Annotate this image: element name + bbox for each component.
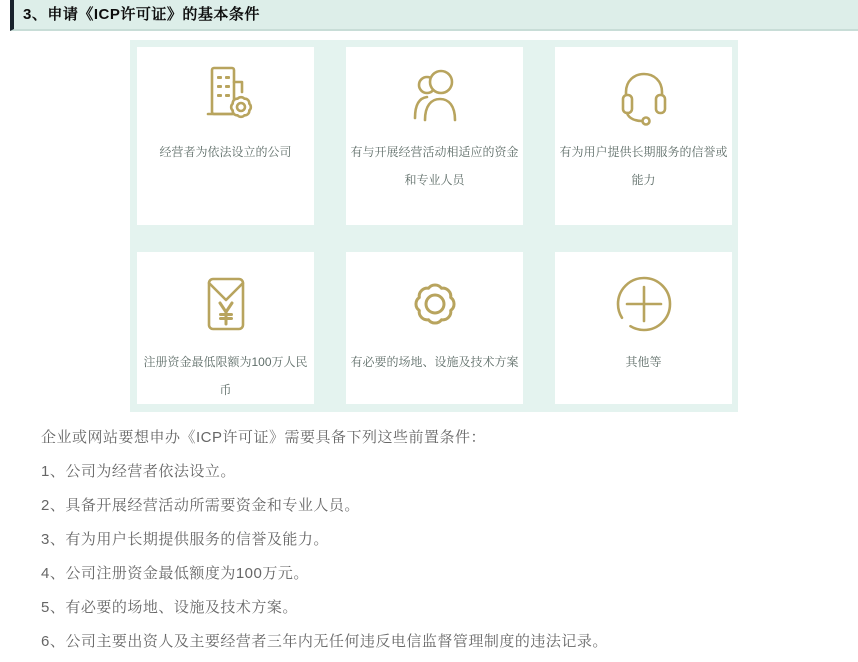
money-envelope-icon [194, 272, 258, 336]
condition-card-label: 其他等 [625, 355, 662, 369]
condition-card-label: 注册资金最低限额为100万人民币 [143, 355, 308, 397]
intro-paragraph: 企业或网站要想申办《ICP许可证》需要具备下列这些前置条件： [41, 429, 487, 446]
condition-card-capital [137, 252, 314, 404]
condition-item-3: 3、有为用户长期提供服务的信誉及能力。 [41, 531, 329, 548]
condition-card-label: 经营者为依法设立的公司 [159, 145, 292, 159]
condition-card-label: 有为用户提供长期服务的信誉或能力 [559, 145, 728, 187]
headset-icon [612, 62, 676, 126]
article-body [41, 427, 828, 662]
condition-item-5: 5、有必要的场地、设施及技术方案。 [41, 599, 298, 616]
people-icon [403, 62, 467, 126]
condition-item-2: 2、具备开展经营活动所需要资金和专业人员。 [41, 497, 360, 514]
gear-icon [403, 272, 467, 336]
condition-card-others [555, 252, 732, 404]
condition-card-label: 有必要的场地、设施及技术方案 [350, 355, 519, 369]
condition-card-funds-staff [346, 47, 523, 225]
condition-item-1: 1、公司为经营者依法设立。 [41, 463, 236, 480]
condition-item-4: 4、公司注册资金最低额度为100万元。 [41, 565, 309, 582]
condition-card-label: 有与开展经营活动相适应的资金和专业人员 [350, 145, 519, 187]
company-building-gear-icon [194, 62, 258, 126]
condition-card-company [137, 47, 314, 225]
section-heading: 3、申请《ICP许可证》的基本条件 [10, 0, 858, 31]
condition-item-6: 6、公司主要出资人及主要经营者三年内无任何违反电信监督管理制度的违法记录。 [41, 633, 608, 650]
condition-card-service-ability [555, 47, 732, 225]
condition-card-facilities [346, 252, 523, 404]
plus-circle-icon [612, 272, 676, 336]
conditions-grid [130, 40, 738, 412]
